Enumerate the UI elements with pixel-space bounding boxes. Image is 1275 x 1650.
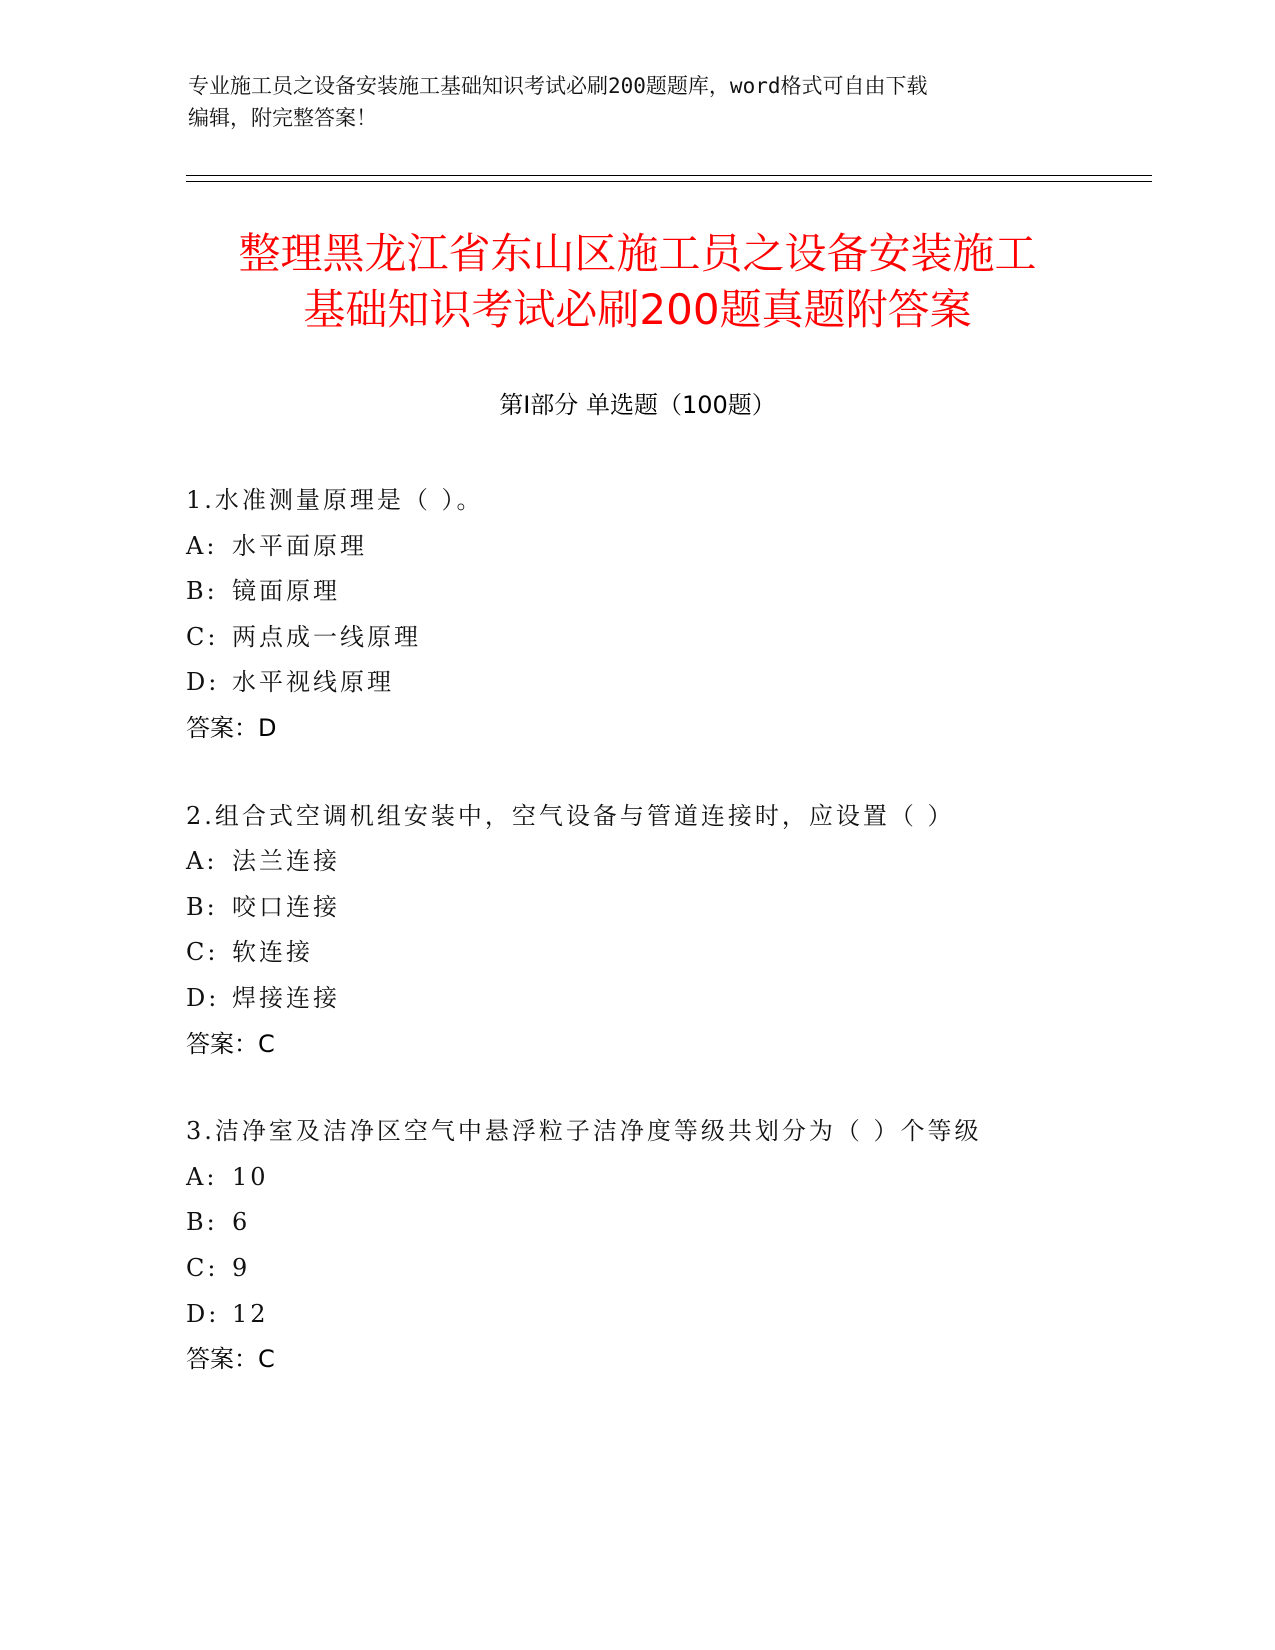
answer: 答案：D (186, 713, 277, 742)
option-text: 咬口连接 (232, 892, 340, 921)
question-list (186, 478, 1146, 1425)
option-label: B: (186, 892, 218, 921)
question-text: 3.洁净室及洁净区空气中悬浮粒子洁净度等级共划分为（ ）个等级 (186, 1117, 982, 1146)
header-line-2: 编辑，附完整答案！ (188, 106, 377, 130)
section-heading: 第Ⅰ部分 单选题（100题） (499, 391, 776, 419)
option-text: 焊接连接 (232, 983, 340, 1012)
option-a (186, 839, 1146, 885)
option-label: C: (186, 938, 219, 967)
option-text: 9 (232, 1253, 251, 1282)
option-label: C: (186, 1253, 219, 1282)
option-text: 两点成一线原理 (232, 622, 421, 651)
document-title (100, 226, 1175, 338)
option-a (186, 1155, 1146, 1201)
question-3 (186, 1109, 1146, 1383)
option-label: A: (186, 531, 218, 560)
answer: 答案：C (186, 1029, 275, 1058)
option-d (186, 660, 1146, 706)
title-line-1: 整理黑龙江省东山区施工员之设备安装施工 (238, 229, 1037, 278)
option-label: B: (186, 577, 218, 606)
option-label: D: (186, 668, 220, 697)
option-text: 6 (232, 1208, 251, 1237)
question-text: 2.组合式空调机组安装中，空气设备与管道连接时，应设置（ ） (186, 801, 955, 830)
question-2 (186, 794, 1146, 1068)
option-label: B: (186, 1208, 218, 1237)
option-label: D: (186, 983, 220, 1012)
document-header (188, 70, 1088, 134)
option-text: 法兰连接 (232, 847, 340, 876)
option-label: A: (186, 847, 218, 876)
option-b (186, 885, 1146, 931)
option-c (186, 930, 1146, 976)
option-a (186, 524, 1146, 570)
option-c (186, 1246, 1146, 1292)
option-text: 10 (232, 1162, 269, 1191)
header-divider-top (186, 175, 1152, 176)
title-line-2: 基础知识考试必刷200题真题附答案 (303, 285, 972, 334)
question-text: 1.水准测量原理是（ ）。 (186, 486, 484, 514)
option-c (186, 615, 1146, 661)
header-divider-bottom (186, 181, 1152, 182)
option-label: D: (186, 1299, 220, 1328)
option-b (186, 1200, 1146, 1246)
option-d (186, 1292, 1146, 1338)
option-label: C: (186, 622, 219, 651)
option-b (186, 569, 1146, 615)
option-text: 水平面原理 (232, 531, 367, 560)
answer: 答案：C (186, 1345, 275, 1374)
option-text: 12 (232, 1299, 269, 1328)
header-line-1: 专业施工员之设备安装施工基础知识考试必刷200题题库，word格式可自由下载 (188, 74, 928, 98)
option-d (186, 976, 1146, 1022)
question-1 (186, 478, 1146, 752)
option-text: 镜面原理 (232, 577, 340, 606)
option-text: 软连接 (232, 938, 313, 967)
option-text: 水平视线原理 (232, 668, 394, 697)
option-label: A: (186, 1162, 218, 1191)
